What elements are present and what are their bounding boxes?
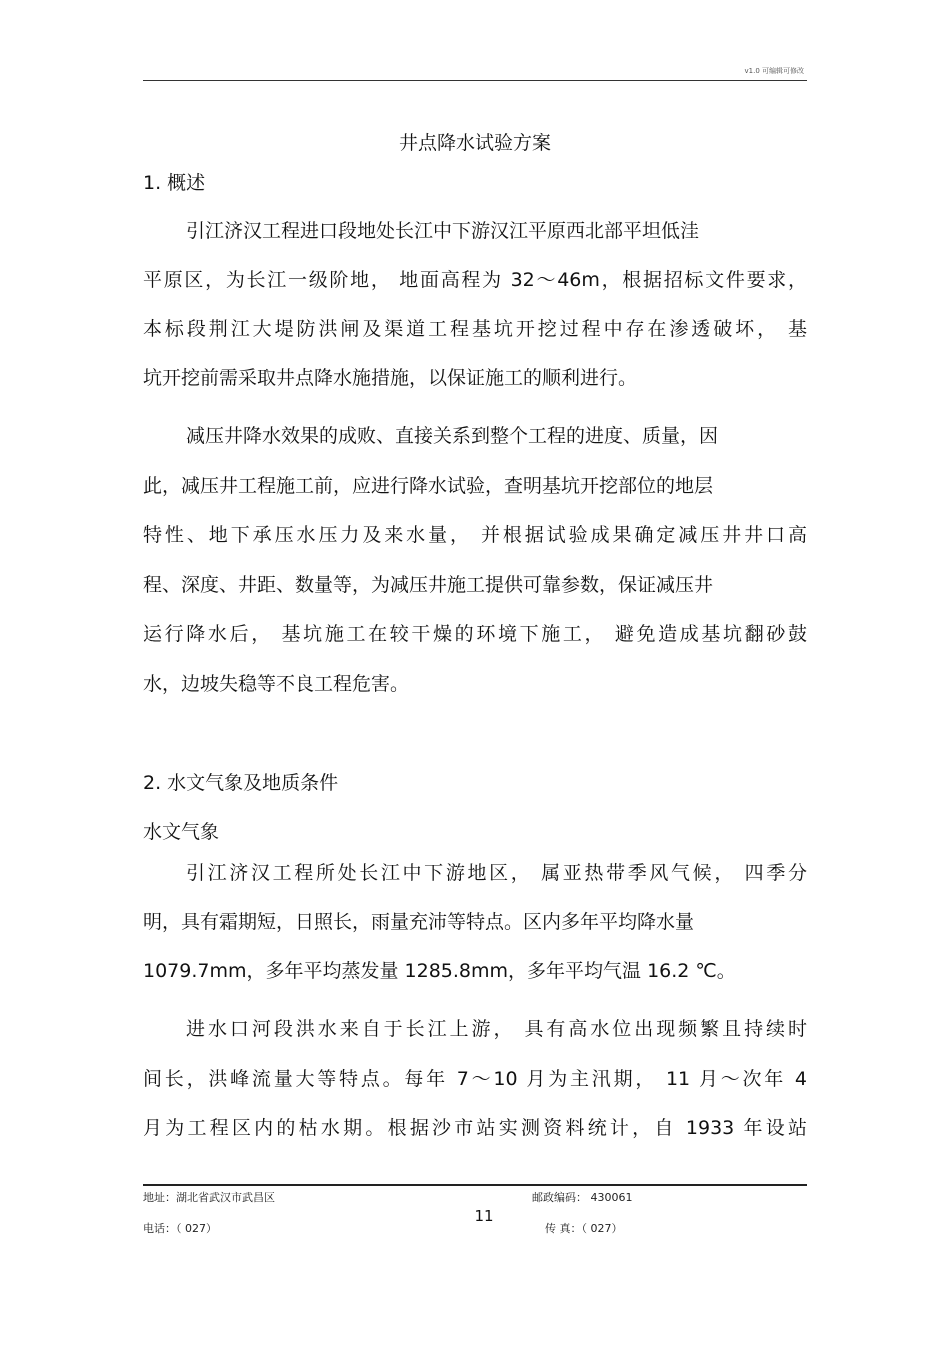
paragraph-line: 水，边坡失稳等不良工程危害。 [143, 673, 410, 695]
paragraph-line: 引江济汉工程所处长江中下游地区， 属亚热带季风气候， 四季分 [186, 862, 807, 884]
page-number: 11 [474, 1207, 494, 1225]
paragraph-line: 此，减压井工程施工前，应进行降水试验，查明基坑开挖部位的地层 [143, 475, 714, 497]
paragraph-line: 间长，洪峰流量大等特点。每年 7～10 月为主汛期， 11 月～次年 4 [143, 1068, 807, 1090]
footer-rule [143, 1184, 807, 1186]
subsection-heading: 水文气象 [143, 821, 220, 843]
paragraph-line: 平原区，为长江一级阶地， 地面高程为 32～46m，根据招标文件要求， [143, 269, 807, 291]
paragraph-line: 坑开挖前需采取井点降水施措施，以保证施工的顺利进行。 [143, 367, 638, 389]
paragraph-line: 1079.7mm，多年平均蒸发量 1285.8mm，多年平均气温 16.2 ℃。 [143, 960, 736, 982]
header-rule [143, 80, 807, 81]
paragraph-line: 引江济汉工程进口段地处长江中下游汉江平原西北部平坦低洼 [186, 220, 700, 242]
footer-postcode: 邮政编码： 430061 [532, 1191, 633, 1204]
section-heading-hydrology: 2. 水文气象及地质条件 [143, 772, 339, 794]
version-tag: v1.0 可编辑可修改 [744, 67, 804, 75]
paragraph-line: 特性、地下承压水压力及来水量， 并根据试验成果确定减压井井口高 [143, 524, 807, 546]
paragraph-line: 进水口河段洪水来自于长江上游， 具有高水位出现频繁且持续时 [186, 1018, 807, 1040]
footer-address: 地址：湖北省武汉市武昌区 [143, 1191, 275, 1204]
paragraph-line: 月为工程区内的枯水期。根据沙市站实测资料统计，自 1933 年设站 [143, 1117, 807, 1139]
page-title: 井点降水试验方案 [398, 132, 551, 154]
paragraph-line: 明，具有霜期短，日照长，雨量充沛等特点。区内多年平均降水量 [143, 911, 695, 933]
paragraph-line: 运行降水后， 基坑施工在较干燥的环境下施工， 避免造成基坑翻砂鼓 [143, 623, 807, 645]
footer-phone: 电话：（ 027） [143, 1222, 217, 1235]
section-heading-overview: 1. 概述 [143, 172, 206, 194]
paragraph-line: 程、深度、井距、数量等，为减压井施工提供可靠参数，保证减压井 [143, 574, 714, 596]
footer-fax: 传 真：（ 027） [545, 1222, 623, 1235]
paragraph-line: 减压井降水效果的成败、直接关系到整个工程的进度、质量，因 [186, 425, 719, 447]
paragraph-line: 本标段荆江大堤防洪闸及渠道工程基坑开挖过程中存在渗透破坏， 基 [143, 318, 807, 340]
